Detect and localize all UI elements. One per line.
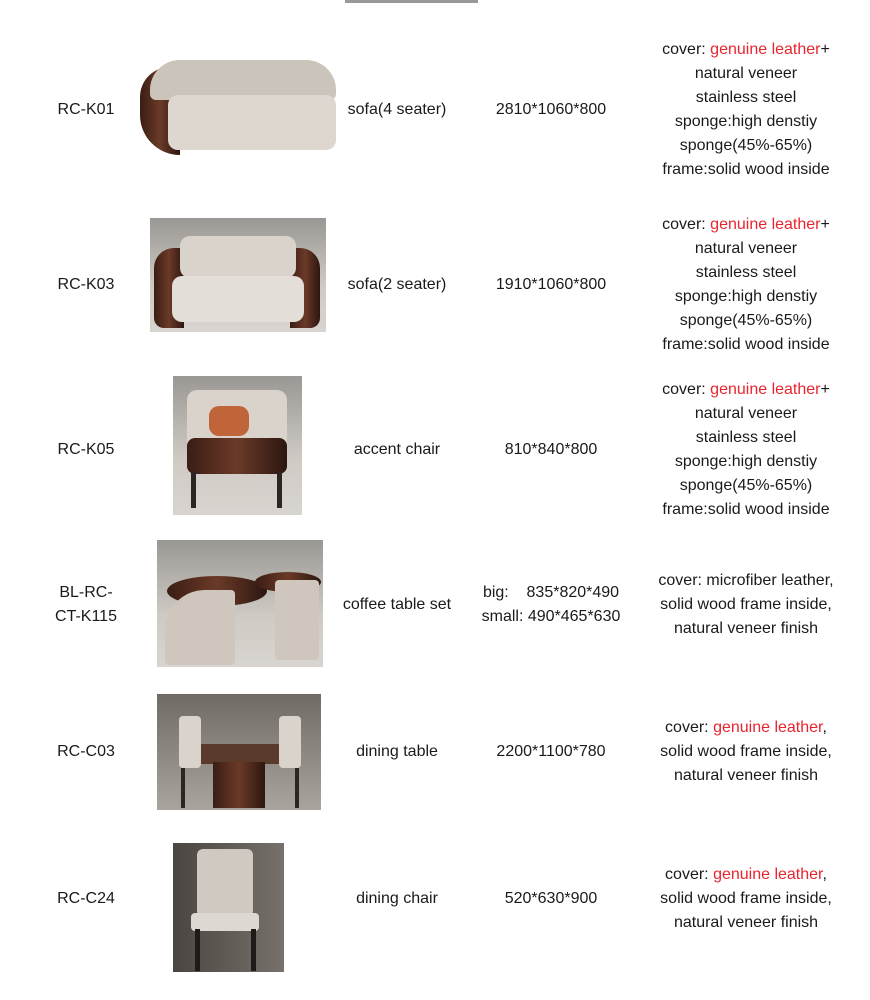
- product-dimensions: 2810*1060*800: [495, 101, 607, 118]
- product-code: BL-RC- CT-K115: [55, 584, 117, 625]
- product-spec: cover: genuine leather+ natural veneer stainless steel sponge:high denstiy sponge(45%-65%) frame:solid wood inside: [662, 41, 830, 178]
- product-dimensions: big: 835*820*490 small: 490*465*630: [481, 584, 621, 625]
- product-spec: cover: microfiber leather, solid wood frame inside, natural veneer finish: [658, 572, 834, 637]
- product-name: sofa(2 seater): [347, 276, 447, 293]
- product-image-coffee-table-set: [157, 540, 323, 667]
- product-dimensions: 810*840*800: [504, 441, 598, 458]
- product-name: coffee table set: [342, 596, 452, 613]
- product-spec: cover: genuine leather+ natural veneer stainless steel sponge:high denstiy sponge(45%-65%) frame:solid wood inside: [662, 381, 830, 518]
- highlight-material: genuine leather: [710, 381, 821, 398]
- product-code: RC-K05: [57, 441, 115, 458]
- product-code: RC-C03: [57, 743, 115, 760]
- highlight-material: genuine leather: [710, 41, 821, 58]
- product-spec: cover: genuine leather, solid wood frame inside, natural veneer finish: [660, 719, 832, 784]
- product-dimensions: 2200*1100*780: [496, 743, 606, 760]
- product-code: RC-C24: [57, 890, 115, 907]
- product-image-sofa-4-seater: [138, 55, 338, 160]
- product-name: sofa(4 seater): [347, 101, 447, 118]
- highlight-material: genuine leather: [710, 216, 821, 233]
- top-divider: [345, 0, 478, 3]
- product-code: RC-K01: [57, 101, 115, 118]
- product-name: dining chair: [356, 890, 438, 907]
- product-image-accent-chair: [173, 376, 302, 515]
- product-dimensions: 520*630*900: [504, 890, 598, 907]
- product-code: RC-K03: [57, 276, 115, 293]
- product-image-dining-table: [157, 694, 321, 810]
- product-name: accent chair: [353, 441, 441, 458]
- highlight-material: genuine leather: [713, 866, 823, 883]
- product-name: dining table: [356, 743, 438, 760]
- product-spec: cover: genuine leather+ natural veneer stainless steel sponge:high denstiy sponge(45%-65%) frame:solid wood inside: [662, 216, 830, 353]
- highlight-material: genuine leather: [713, 719, 823, 736]
- product-spec: cover: genuine leather, solid wood frame inside, natural veneer finish: [660, 866, 832, 931]
- product-image-dining-chair: [173, 843, 284, 972]
- product-dimensions: 1910*1060*800: [495, 276, 607, 293]
- product-image-sofa-2-seater: [150, 218, 326, 332]
